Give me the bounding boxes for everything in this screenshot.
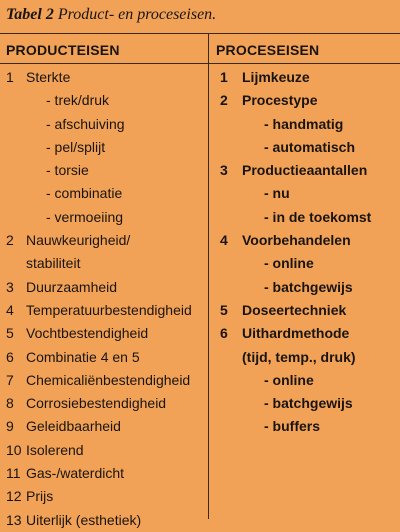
item-text: Productieaantallen — [242, 162, 368, 179]
item-number: 1 — [6, 69, 14, 85]
item-text: Corrosiebestendigheid — [26, 395, 167, 412]
item-number: 7 — [6, 371, 14, 388]
item-number: 12 — [6, 488, 22, 505]
list-item — [6, 276, 204, 299]
item-text: - vermoeiing — [46, 208, 124, 225]
list-item — [220, 276, 396, 299]
item-text: Gas-/waterdicht — [26, 465, 125, 482]
item-text: (tijd, temp., druk) — [242, 348, 356, 365]
list-item — [6, 509, 204, 532]
list-item — [220, 113, 396, 136]
list-item — [220, 89, 396, 112]
column-header-product: PRODUCTEISEN — [6, 42, 120, 58]
column-header-process: PROCESEISEN — [216, 42, 320, 58]
item-number: 13 — [6, 511, 22, 528]
item-text: Voorbehandelen — [242, 232, 351, 249]
list-item — [220, 392, 396, 415]
table-caption — [6, 4, 216, 26]
item-number: 4 — [6, 301, 14, 318]
list-item — [6, 485, 204, 508]
item-number: 5 — [6, 325, 14, 342]
list-item — [6, 206, 204, 229]
item-number: 2 — [6, 232, 14, 249]
item-text: stabiliteit — [26, 255, 81, 272]
list-item — [6, 252, 204, 275]
item-text: Uiterlijk (esthetiek) — [26, 511, 142, 528]
item-number: 9 — [6, 418, 14, 435]
list-item — [6, 369, 204, 392]
table-label: Tabel 2 — [6, 6, 54, 23]
item-text: - afschuiving — [46, 115, 125, 132]
item-number: 8 — [6, 395, 14, 412]
product-requirements-list — [6, 66, 204, 532]
list-item — [220, 369, 396, 392]
list-item — [6, 322, 204, 345]
item-text: Prijs — [26, 488, 54, 505]
item-number: 10 — [6, 441, 22, 458]
item-text: - handmatig — [264, 115, 344, 132]
item-number: 6 — [6, 348, 14, 365]
item-number: 11 — [6, 465, 21, 482]
list-item — [6, 113, 204, 136]
item-text: Geleidbaarheid — [26, 418, 121, 435]
item-text: Temperatuurbestendigheid — [26, 301, 192, 318]
item-text: - torsie — [46, 162, 89, 179]
list-item — [6, 392, 204, 415]
list-item — [6, 346, 204, 369]
item-number: 4 — [220, 232, 228, 249]
item-text: Vochtbestendigheid — [26, 325, 149, 342]
list-item — [220, 415, 396, 438]
list-item — [6, 415, 204, 438]
item-number: 6 — [220, 325, 228, 342]
header-rule — [0, 63, 400, 64]
item-text: - buffers — [264, 418, 320, 435]
list-item — [6, 462, 204, 485]
list-item — [6, 229, 204, 252]
item-text: Lijmkeuze — [242, 69, 310, 85]
list-item — [6, 66, 204, 89]
item-text: - batchgewijs — [264, 395, 353, 412]
item-text: - in de toekomst — [264, 208, 372, 225]
list-item — [220, 66, 396, 89]
item-text: - pel/splijt — [46, 138, 106, 155]
list-item — [220, 136, 396, 159]
list-item — [220, 229, 396, 252]
list-item — [6, 159, 204, 182]
list-item — [6, 182, 204, 205]
item-number: 5 — [220, 301, 228, 318]
item-text: - automatisch — [264, 138, 356, 155]
item-text: - online — [264, 255, 314, 272]
item-text: Duurzaamheid — [26, 278, 118, 295]
item-text: - online — [264, 371, 314, 388]
item-number: 3 — [220, 162, 228, 179]
list-item — [220, 159, 396, 182]
table-top-rule — [0, 33, 400, 34]
item-text: Nauwkeurigheid/ — [26, 232, 131, 249]
list-item — [6, 89, 204, 112]
item-text: Sterkte — [26, 69, 71, 85]
list-item — [220, 252, 396, 275]
list-item — [220, 346, 396, 369]
item-text: Uithardmethode — [242, 325, 350, 342]
item-text: Isolerend — [26, 441, 84, 458]
item-text: - batchgewijs — [264, 278, 353, 295]
item-text: - combinatie — [46, 185, 123, 202]
item-text: Combinatie 4 en 5 — [26, 348, 140, 365]
list-item — [220, 322, 396, 345]
item-number: 1 — [220, 69, 228, 85]
item-text: Doseertechniek — [242, 301, 347, 318]
list-item — [6, 439, 204, 462]
list-item — [220, 182, 396, 205]
table-title: Product- en proceseisen. — [57, 6, 217, 23]
item-text: Procestype — [242, 92, 318, 109]
list-item — [6, 299, 204, 322]
list-item — [220, 299, 396, 322]
list-item — [220, 206, 396, 229]
item-number: 2 — [220, 92, 228, 109]
item-text: - trek/druk — [46, 92, 110, 109]
column-divider — [208, 33, 209, 519]
list-item — [6, 136, 204, 159]
item-text: - nu — [264, 185, 290, 202]
item-number: 3 — [6, 278, 14, 295]
item-text: Chemicaliënbestendigheid — [26, 371, 191, 388]
process-requirements-list — [220, 66, 396, 439]
